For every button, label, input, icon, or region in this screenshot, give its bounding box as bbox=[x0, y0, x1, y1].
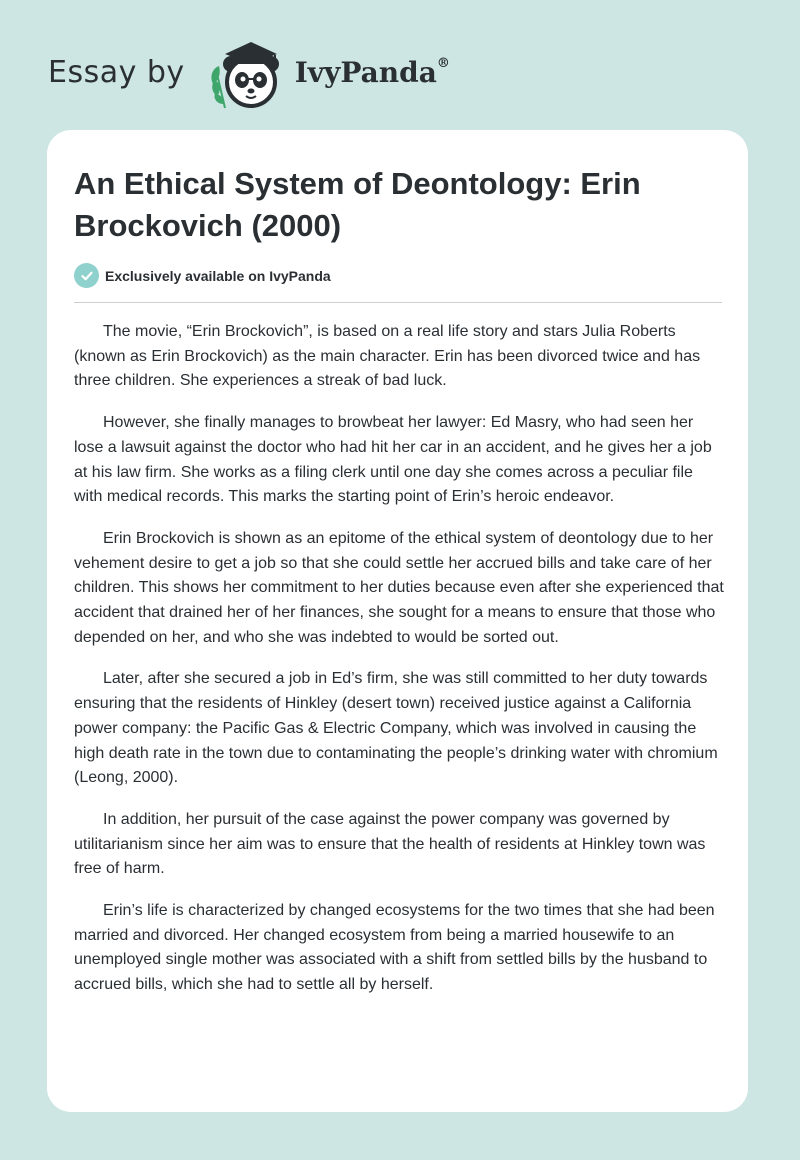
registered-mark: ® bbox=[436, 56, 450, 72]
paragraph: In addition, her pursuit of the case against the power company was governed by utilitarianism since her aim was to ensure that the health of residents at Hinkley town was free of harm. bbox=[74, 810, 706, 878]
exclusive-label: Exclusively available on IvyPanda bbox=[105, 267, 331, 284]
panda-graduate-logo-icon bbox=[203, 34, 289, 110]
check-circle-icon bbox=[74, 263, 99, 288]
paragraph: Erin Brockovich is shown as an epitome of the ethical system of deontology due to her vehement desire to get a job so that she could settle her accrued bills and take care of her children. This shows her commitment to her duties because even after she experienced that accident that drained her of her finances, she sought for a means to ensure that those who depended on her, and who she was indebted to would be sorted out. bbox=[74, 529, 724, 646]
brand-name-text: IvyPanda bbox=[294, 55, 437, 89]
divider bbox=[74, 302, 722, 303]
article-body bbox=[74, 320, 724, 1015]
page-title: An Ethical System of Deontology: Erin Brockovich (2000) bbox=[74, 166, 641, 243]
paragraph: Erin’s life is characterized by changed ecosystems for the two times that she had been married and divorced. Her changed ecosystem from being a married housewife to an unemployed single mother was associated with a shift from settled bills by the husband to accrued bills, which she had to settle all by herself. bbox=[74, 902, 715, 994]
brand-name[interactable] bbox=[295, 56, 450, 89]
essay-by-label: Essay by bbox=[48, 54, 185, 90]
paragraph: The movie, “Erin Brockovich”, is based on a real life story and stars Julia Roberts (known as Erin Brockovich) as the main character. Erin has been divorced twice and has three children. She experiences a streak of bad luck. bbox=[74, 323, 701, 390]
essay-card bbox=[47, 130, 748, 1112]
paragraph: Later, after she secured a job in Ed’s firm, she was still committed to her duty towards ensuring that the residents of Hinkley (desert town) received justice against a California power company: the Pacific Gas & Electric Company, which was involved in causing the high death rate in the town due to contaminating the people’s drinking water with chromium (Leong, 2000). bbox=[74, 670, 718, 787]
paragraph: However, she finally manages to browbeat her lawyer: Ed Masry, who had seen her lose a lawsuit against the doctor who had hit her car in an accident, and he gives her a job at his law firm. She works as a filing clerk until one day she comes across a peculiar file with medical records. This marks the starting point of Erin’s heroic endeavor. bbox=[74, 414, 712, 506]
exclusive-badge bbox=[74, 263, 331, 288]
site-header bbox=[48, 34, 450, 110]
